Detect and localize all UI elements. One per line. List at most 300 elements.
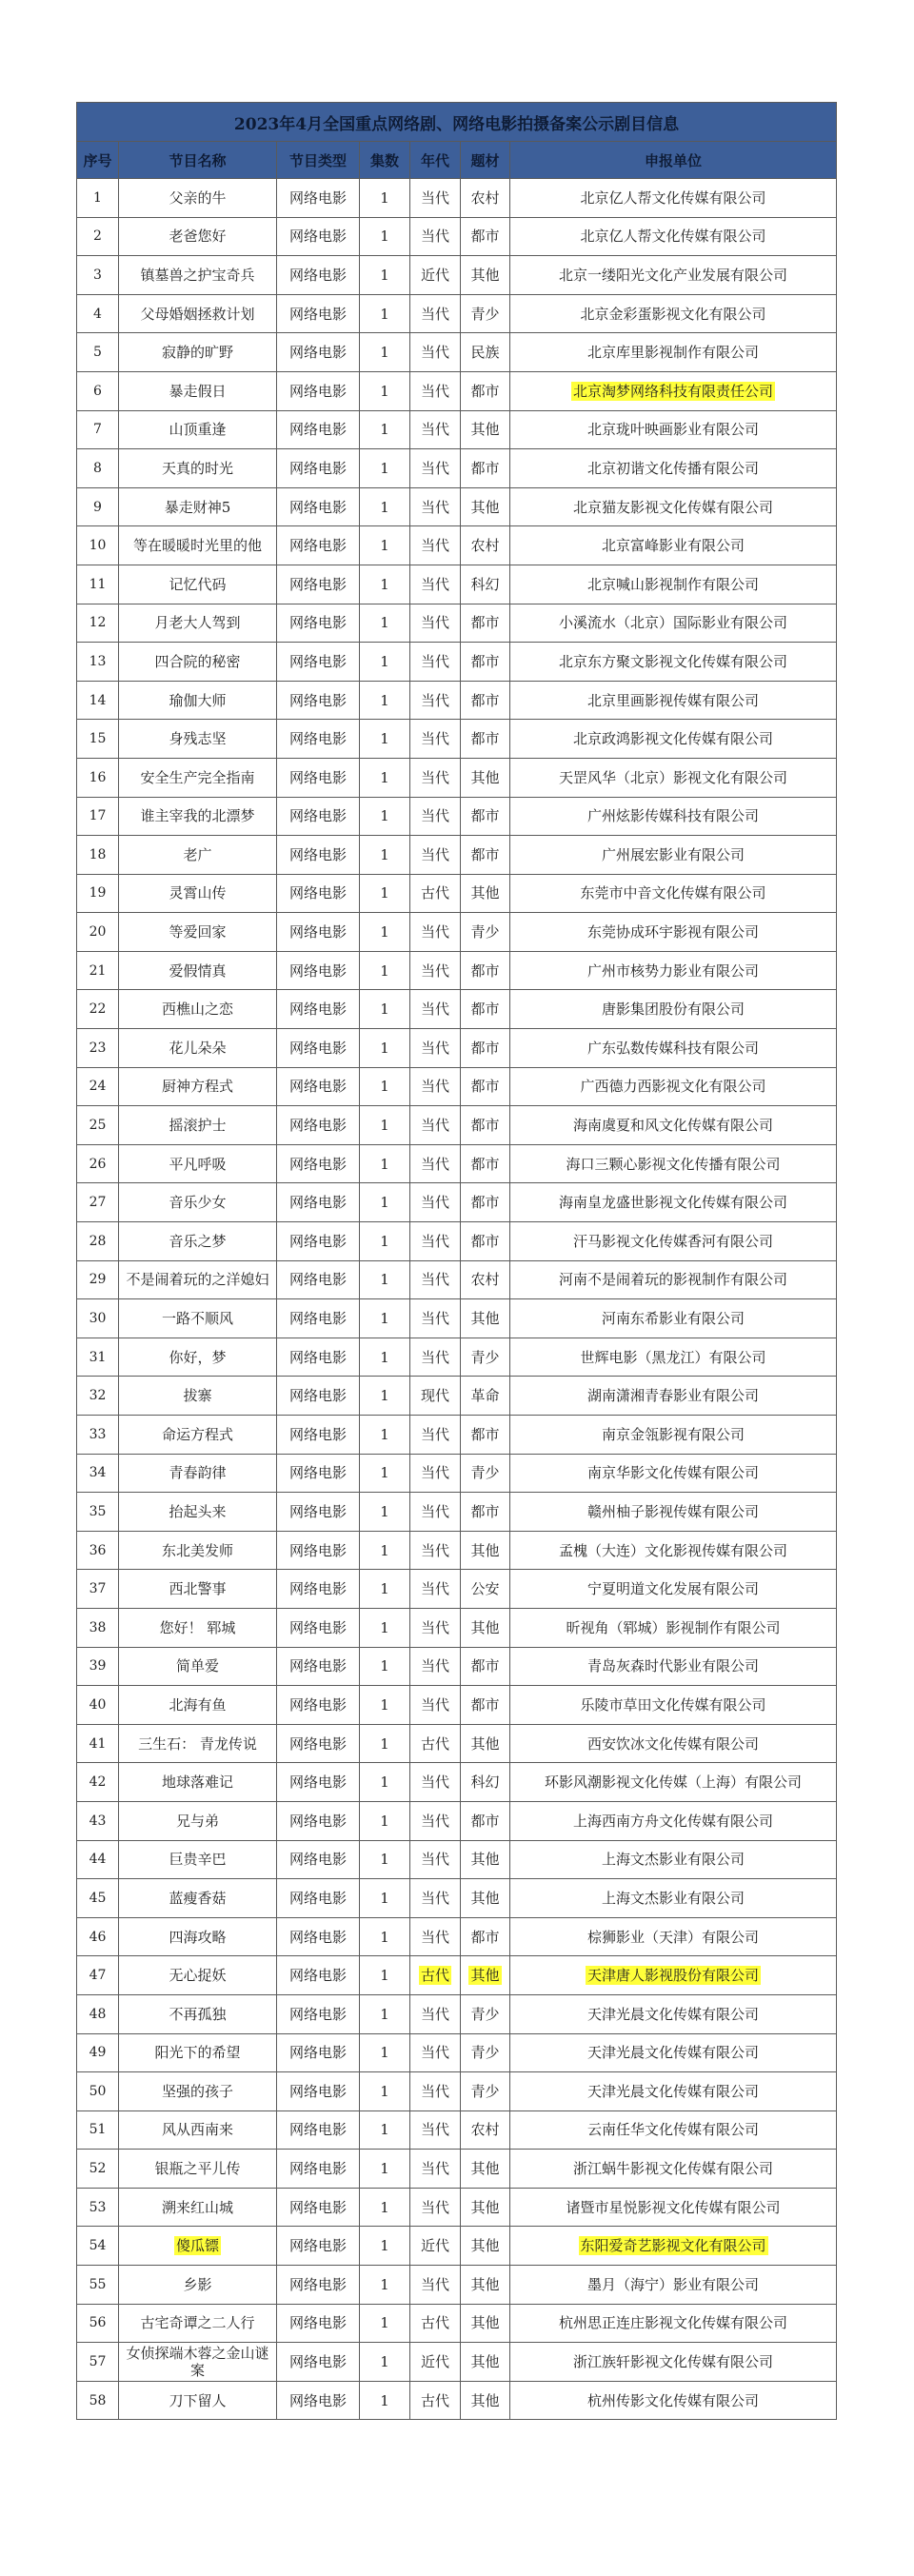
cell-theme: 都市 [461,449,510,488]
cell-episodes: 1 [360,294,410,333]
cell-program-name: 月老大人驾到 [119,604,277,643]
cell-episodes: 1 [360,2266,410,2305]
cell-program-name: 西樵山之恋 [119,990,277,1029]
table-row [77,371,837,410]
cell-program-type: 网络电影 [277,874,360,913]
table-row [77,1183,837,1222]
cell-applicant: 墨月（海宁）影业有限公司 [510,2266,837,2305]
record-table-sheet [76,102,836,2420]
table-row [77,2033,837,2072]
cell-program-type: 网络电影 [277,643,360,682]
cell-episodes: 1 [360,1994,410,2033]
cell-serial: 36 [77,1531,119,1570]
cell-program-name: 寂静的旷野 [119,333,277,372]
cell-theme: 都市 [461,1917,510,1956]
cell-program-name: 刀下留人 [119,2381,277,2420]
cell-serial: 8 [77,449,119,488]
cell-applicant: 北京富峰影业有限公司 [510,526,837,565]
cell-program-type: 网络电影 [277,1454,360,1493]
cell-era: 近代 [410,2343,461,2382]
cell-program-type: 网络电影 [277,449,360,488]
cell-serial: 2 [77,217,119,256]
table-row [77,1763,837,1802]
cell-applicant: 上海西南方舟文化传媒有限公司 [510,1801,837,1840]
cell-program-name: 风从西南来 [119,2110,277,2150]
cell-episodes: 1 [360,1608,410,1647]
cell-program-type: 网络电影 [277,1608,360,1647]
cell-era: 当代 [410,565,461,604]
cell-program-name: 四海攻略 [119,1917,277,1956]
cell-era: 当代 [410,990,461,1029]
cell-theme: 都市 [461,951,510,990]
cell-era: 当代 [410,487,461,526]
cell-program-type: 网络电影 [277,2266,360,2305]
cell-episodes: 1 [360,797,410,836]
cell-era: 当代 [410,1416,461,1455]
highlighted-text: 古代 [420,1967,449,1985]
cell-program-name: 三生石： 青龙传说 [119,1724,277,1763]
cell-episodes: 1 [360,1260,410,1299]
cell-era: 当代 [410,1647,461,1686]
cell-era: 当代 [410,333,461,372]
cell-applicant: 广州展宏影业有限公司 [510,836,837,875]
cell-program-name: 东北美发师 [119,1531,277,1570]
cell-episodes: 1 [360,1416,410,1455]
cell-program-type: 网络电影 [277,2072,360,2111]
cell-era: 当代 [410,1686,461,1725]
cell-serial: 51 [77,2110,119,2150]
cell-episodes: 1 [360,1840,410,1879]
cell-era: 当代 [410,1840,461,1879]
cell-episodes: 1 [360,1801,410,1840]
table-row [77,1801,837,1840]
cell-program-name: 北海有鱼 [119,1686,277,1725]
cell-program-name: 暴走假日 [119,371,277,410]
cell-program-type: 网络电影 [277,1724,360,1763]
table-body [77,179,837,2420]
cell-episodes: 1 [360,2227,410,2266]
cell-episodes: 1 [360,1299,410,1338]
cell-era: 当代 [410,1879,461,1918]
cell-episodes: 1 [360,2033,410,2072]
cell-applicant: 昕视角（郓城）影视制作有限公司 [510,1608,837,1647]
cell-program-name: 女侦探端木蓉之金山谜案 [119,2343,277,2382]
cell-era: 当代 [410,371,461,410]
header-program-name: 节目名称 [119,142,277,179]
cell-program-type: 网络电影 [277,371,360,410]
cell-program-type: 网络电影 [277,604,360,643]
table-row [77,2266,837,2305]
cell-theme: 青少 [461,1994,510,2033]
cell-serial: 45 [77,1879,119,1918]
cell-program-type: 网络电影 [277,1144,360,1183]
cell-applicant: 南京华影文化传媒有限公司 [510,1454,837,1493]
cell-program-type: 网络电影 [277,1493,360,1532]
cell-episodes: 1 [360,1029,410,1068]
cell-era: 当代 [410,2110,461,2150]
table-row [77,720,837,759]
table-row [77,1724,837,1763]
cell-theme: 都市 [461,1222,510,1261]
cell-era: 当代 [410,797,461,836]
cell-program-name: 镇墓兽之护宝奇兵 [119,256,277,295]
cell-program-name: 一路不顺风 [119,1299,277,1338]
cell-theme: 都市 [461,1493,510,1532]
cell-program-name: 瑜伽大师 [119,681,277,720]
cell-serial: 5 [77,333,119,372]
cell-episodes: 1 [360,951,410,990]
cell-episodes: 1 [360,410,410,449]
cell-episodes: 1 [360,526,410,565]
cell-applicant: 北京亿人帮文化传媒有限公司 [510,217,837,256]
cell-episodes: 1 [360,487,410,526]
cell-serial: 22 [77,990,119,1029]
table-row [77,294,837,333]
header-serial: 序号 [77,142,119,179]
cell-theme: 都市 [461,1647,510,1686]
cell-episodes: 1 [360,643,410,682]
cell-applicant [510,2227,837,2266]
cell-applicant: 北京珑叶映画影业有限公司 [510,410,837,449]
cell-program-name: 简单爱 [119,1647,277,1686]
highlighted-text: 天津唐人影视股份有限公司 [587,1967,760,1985]
cell-applicant: 东莞协成环宇影视有限公司 [510,913,837,952]
cell-era: 当代 [410,1763,461,1802]
cell-era: 当代 [410,720,461,759]
cell-program-type: 网络电影 [277,1570,360,1609]
cell-theme: 都市 [461,681,510,720]
cell-serial: 18 [77,836,119,875]
cell-theme: 青少 [461,1338,510,1377]
cell-era: 当代 [410,1570,461,1609]
header-theme: 题材 [461,142,510,179]
cell-serial: 32 [77,1377,119,1416]
table-row [77,1222,837,1261]
cell-applicant: 北京金彩蛋影视文化有限公司 [510,294,837,333]
cell-era: 当代 [410,1338,461,1377]
table-row [77,990,837,1029]
cell-serial: 42 [77,1763,119,1802]
cell-episodes: 1 [360,179,410,218]
cell-era: 当代 [410,2266,461,2305]
cell-era: 当代 [410,1183,461,1222]
cell-applicant: 环影风潮影视文化传媒（上海）有限公司 [510,1763,837,1802]
cell-episodes: 1 [360,1686,410,1725]
cell-era: 当代 [410,449,461,488]
cell-program-name: 老爸您好 [119,217,277,256]
cell-theme: 青少 [461,1454,510,1493]
table-row [77,2188,837,2227]
table-row [77,1570,837,1609]
cell-program-type: 网络电影 [277,1917,360,1956]
cell-program-name: 无心捉妖 [119,1956,277,1995]
cell-program-type: 网络电影 [277,913,360,952]
cell-era: 当代 [410,1608,461,1647]
cell-theme: 都市 [461,217,510,256]
cell-serial: 6 [77,371,119,410]
cell-theme: 都市 [461,797,510,836]
cell-era: 当代 [410,1299,461,1338]
cell-episodes: 1 [360,1377,410,1416]
cell-serial: 54 [77,2227,119,2266]
cell-program-type: 网络电影 [277,797,360,836]
cell-program-name: 父母婚姻拯救计划 [119,294,277,333]
cell-program-name: 古宅奇谭之二人行 [119,2304,277,2343]
table-row [77,1338,837,1377]
table-row [77,1299,837,1338]
cell-theme: 青少 [461,2072,510,2111]
cell-theme: 都市 [461,643,510,682]
cell-program-name: 兄与弟 [119,1801,277,1840]
cell-episodes: 1 [360,1917,410,1956]
cell-applicant: 宁夏明道文化发展有限公司 [510,1570,837,1609]
cell-program-name: 暴走财神5 [119,487,277,526]
cell-serial: 11 [77,565,119,604]
cell-program-type: 网络电影 [277,1763,360,1802]
cell-program-type: 网络电影 [277,2150,360,2189]
cell-serial: 28 [77,1222,119,1261]
cell-episodes: 1 [360,1067,410,1106]
cell-program-name: 天真的时光 [119,449,277,488]
cell-serial: 35 [77,1493,119,1532]
highlighted-text: 东阳爱奇艺影视文化有限公司 [580,2237,766,2255]
cell-theme: 都市 [461,1183,510,1222]
table-row [77,449,837,488]
cell-episodes: 1 [360,1879,410,1918]
table-row [77,2072,837,2111]
cell-serial: 56 [77,2304,119,2343]
cell-applicant: 小溪流水（北京）国际影业有限公司 [510,604,837,643]
cell-applicant: 北京喊山影视制作有限公司 [510,565,837,604]
cell-program-type: 网络电影 [277,487,360,526]
table-row [77,1029,837,1068]
header-era: 年代 [410,142,461,179]
cell-serial: 53 [77,2188,119,2227]
cell-theme: 农村 [461,179,510,218]
cell-episodes: 1 [360,2343,410,2382]
cell-program-type: 网络电影 [277,333,360,372]
cell-program-type: 网络电影 [277,951,360,990]
cell-program-name: 父亲的牛 [119,179,277,218]
cell-episodes: 1 [360,256,410,295]
cell-era: 近代 [410,2227,461,2266]
cell-program-type: 网络电影 [277,2227,360,2266]
cell-era: 当代 [410,410,461,449]
cell-serial: 48 [77,1994,119,2033]
cell-theme: 其他 [461,2266,510,2305]
cell-era: 当代 [410,1067,461,1106]
cell-program-name: 坚强的孩子 [119,2072,277,2111]
cell-serial: 58 [77,2381,119,2420]
cell-applicant: 南京金瓴影视有限公司 [510,1416,837,1455]
cell-serial: 46 [77,1917,119,1956]
cell-serial: 52 [77,2150,119,2189]
cell-program-name: 谁主宰我的北漂梦 [119,797,277,836]
cell-era: 当代 [410,1493,461,1532]
cell-theme: 科幻 [461,565,510,604]
cell-program-name: 阳光下的希望 [119,2033,277,2072]
cell-episodes: 1 [360,371,410,410]
table-row [77,1377,837,1416]
cell-applicant [510,371,837,410]
cell-program-type: 网络电影 [277,2304,360,2343]
cell-program-name: 安全生产完全指南 [119,758,277,797]
cell-theme: 民族 [461,333,510,372]
cell-episodes: 1 [360,1956,410,1995]
cell-applicant: 诸暨市星悦影视文化传媒有限公司 [510,2188,837,2227]
cell-episodes: 1 [360,720,410,759]
cell-era: 当代 [410,2188,461,2227]
cell-serial: 3 [77,256,119,295]
cell-program-type: 网络电影 [277,1260,360,1299]
cell-episodes: 1 [360,836,410,875]
cell-serial: 12 [77,604,119,643]
cell-era: 当代 [410,1222,461,1261]
cell-serial: 57 [77,2343,119,2382]
cell-applicant: 赣州柚子影视传媒有限公司 [510,1493,837,1532]
cell-theme: 其他 [461,2304,510,2343]
cell-episodes: 1 [360,681,410,720]
table-row [77,1260,837,1299]
cell-era: 古代 [410,2381,461,2420]
cell-theme: 都市 [461,1144,510,1183]
cell-theme: 都市 [461,1029,510,1068]
cell-program-name: 等在暖暖时光里的他 [119,526,277,565]
cell-serial: 33 [77,1416,119,1455]
table-row [77,1106,837,1145]
cell-theme: 其他 [461,2343,510,2382]
table-row [77,256,837,295]
cell-serial: 31 [77,1338,119,1377]
cell-theme: 其他 [461,874,510,913]
cell-era: 当代 [410,758,461,797]
cell-applicant: 海南虞夏和风文化传媒有限公司 [510,1106,837,1145]
cell-applicant: 东莞市中音文化传媒有限公司 [510,874,837,913]
cell-era: 古代 [410,2304,461,2343]
cell-episodes: 1 [360,2110,410,2150]
cell-program-type: 网络电影 [277,1029,360,1068]
table-row [77,604,837,643]
cell-program-name: 山顶重逢 [119,410,277,449]
cell-program-type: 网络电影 [277,681,360,720]
cell-applicant: 湖南潇湘青春影业有限公司 [510,1377,837,1416]
cell-applicant: 世辉电影（黑龙江）有限公司 [510,1338,837,1377]
header-applicant: 申报单位 [510,142,837,179]
cell-era: 当代 [410,681,461,720]
cell-applicant: 棕狮影业（天津）有限公司 [510,1917,837,1956]
cell-era: 当代 [410,179,461,218]
cell-theme: 公安 [461,1570,510,1609]
cell-applicant: 天津光晨文化传媒有限公司 [510,2072,837,2111]
cell-applicant: 青岛灰森时代影业有限公司 [510,1647,837,1686]
cell-era: 当代 [410,217,461,256]
cell-episodes: 1 [360,333,410,372]
cell-program-type: 网络电影 [277,836,360,875]
cell-program-name: 爱假情真 [119,951,277,990]
cell-theme: 革命 [461,1377,510,1416]
cell-program-name: 四合院的秘密 [119,643,277,682]
cell-theme: 都市 [461,604,510,643]
cell-era: 当代 [410,1106,461,1145]
cell-applicant: 北京库里影视制作有限公司 [510,333,837,372]
cell-program-name: 命运方程式 [119,1416,277,1455]
cell-theme: 其他 [461,487,510,526]
cell-theme: 其他 [461,256,510,295]
table-row [77,1608,837,1647]
cell-program-name: 不再孤独 [119,1994,277,2033]
table-row [77,2381,837,2420]
cell-serial: 13 [77,643,119,682]
cell-program-name: 不是闹着玩的之洋媳妇 [119,1260,277,1299]
cell-program-type: 网络电影 [277,1338,360,1377]
cell-applicant: 唐影集团股份有限公司 [510,990,837,1029]
cell-serial: 19 [77,874,119,913]
cell-applicant: 杭州思正连庄影视文化传媒有限公司 [510,2304,837,2343]
cell-serial: 15 [77,720,119,759]
header-episodes: 集数 [360,142,410,179]
table-row [77,179,837,218]
cell-applicant: 北京初谐文化传播有限公司 [510,449,837,488]
cell-theme: 都市 [461,1686,510,1725]
cell-episodes: 1 [360,1763,410,1802]
cell-applicant: 海口三颗心影视文化传播有限公司 [510,1144,837,1183]
cell-program-type: 网络电影 [277,990,360,1029]
cell-program-type: 网络电影 [277,1222,360,1261]
cell-theme: 青少 [461,2033,510,2072]
cell-theme: 科幻 [461,1763,510,1802]
cell-program-type: 网络电影 [277,1416,360,1455]
table-row [77,836,837,875]
cell-episodes: 1 [360,2150,410,2189]
table-row [77,1994,837,2033]
cell-era: 当代 [410,1994,461,2033]
cell-episodes: 1 [360,2381,410,2420]
cell-episodes: 1 [360,1338,410,1377]
cell-era: 当代 [410,526,461,565]
cell-program-type: 网络电影 [277,2188,360,2227]
cell-applicant: 广东弘数传媒科技有限公司 [510,1029,837,1068]
table-row [77,1956,837,1995]
cell-program-name: 西北警事 [119,1570,277,1609]
cell-era: 当代 [410,2033,461,2072]
table-row [77,526,837,565]
table-row [77,333,837,372]
cell-serial: 23 [77,1029,119,1068]
cell-episodes: 1 [360,1724,410,1763]
cell-program-name: 地球落难记 [119,1763,277,1802]
cell-era: 当代 [410,1260,461,1299]
cell-program-type: 网络电影 [277,1994,360,2033]
cell-program-name [119,2227,277,2266]
cell-program-type: 网络电影 [277,294,360,333]
table-row [77,487,837,526]
cell-serial: 55 [77,2266,119,2305]
cell-serial: 34 [77,1454,119,1493]
cell-serial: 26 [77,1144,119,1183]
cell-episodes: 1 [360,1531,410,1570]
table-row [77,913,837,952]
cell-era: 当代 [410,913,461,952]
table-row [77,1647,837,1686]
cell-theme: 其他 [461,2188,510,2227]
cell-applicant: 北京猫友影视文化传媒有限公司 [510,487,837,526]
table-row [77,217,837,256]
cell-serial: 16 [77,758,119,797]
table-row [77,410,837,449]
cell-program-type: 网络电影 [277,1801,360,1840]
cell-applicant: 广西德力西影视文化有限公司 [510,1067,837,1106]
cell-applicant: 浙江族轩影视文化传媒有限公司 [510,2343,837,2382]
